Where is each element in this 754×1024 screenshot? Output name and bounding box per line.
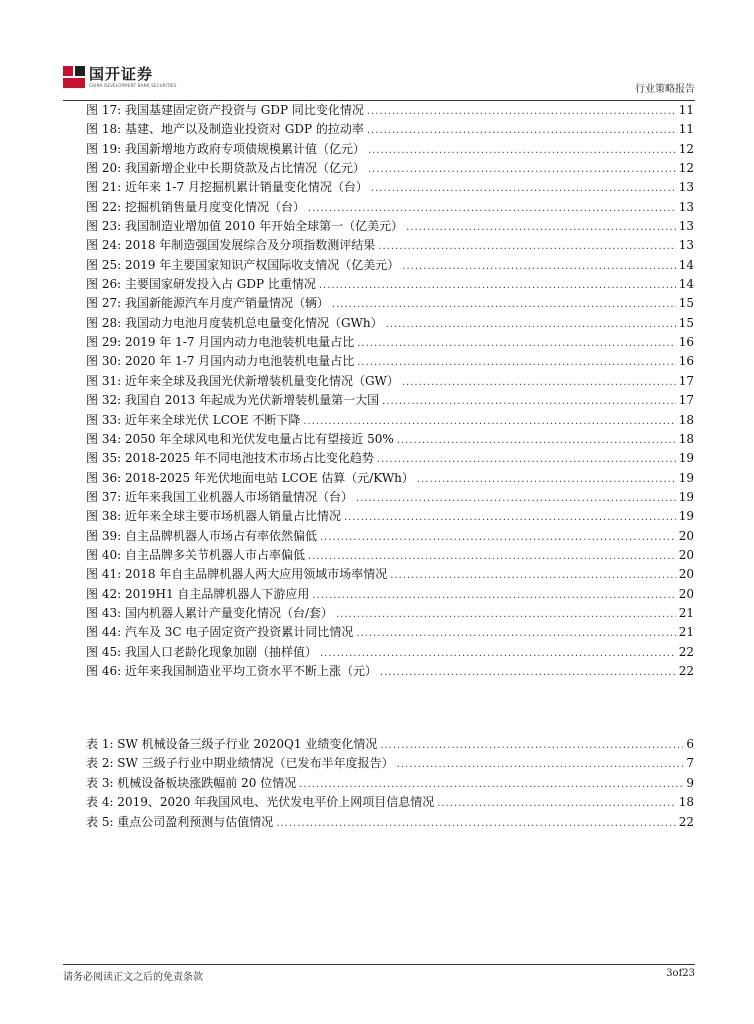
toc-figure-entry-label: 图 33: 近年来全球光伏 LCOE 不断下降 [86,412,301,427]
toc-figure-entry-label: 图 19: 我国新增地方政府专项债规模累计值（亿元） [86,141,365,156]
toc-figure-entry-label: 图 41: 2018 年自主品牌机器人两大应用领域市场率情况 [86,567,388,582]
toc-figure-entry-page: 11 [678,103,694,117]
toc-figure-entry-label: 图 31: 近年来全球及我国光伏新增装机量变化情况（GW） [86,373,399,388]
toc-table-entry-page: 6 [686,737,694,751]
dot-leader [377,450,676,469]
dot-leader [336,605,676,624]
toc-table-entry-label: 表 5: 重点公司盈利预测与估值情况 [86,814,274,829]
toc-figure-entry-label: 图 18: 基建、地产以及制造业投资对 GDP 的拉动率 [86,122,364,137]
toc-figure-entry-label: 图 35: 2018-2025 年不同电池技术市场占比变化趋势 [86,451,374,466]
toc-figure-entry-page: 14 [678,257,694,272]
toc-figure-entry[interactable] [86,430,694,449]
dot-leader [380,736,683,755]
toc-table-entry[interactable] [86,735,694,754]
dot-leader [356,624,675,643]
dot-leader [380,663,676,682]
toc-figure-entry[interactable] [86,101,694,120]
dot-leader [406,218,676,237]
toc-figure-entry[interactable] [86,469,694,488]
dot-leader [402,257,675,276]
toc-figure-entry-label: 图 17: 我国基建固定资产投资与 GDP 同比变化情况 [86,103,364,117]
dot-leader [437,794,676,813]
toc-figure-entry[interactable] [86,411,694,430]
toc-figure-entry-page: 20 [678,547,694,562]
toc-figure-entry-label: 图 38: 近年来全球主要市场机器人销量占比情况 [86,509,341,524]
dot-leader [356,489,676,508]
toc-figure-entry-page: 20 [678,586,694,601]
toc-figure-entry[interactable] [86,449,694,468]
toc-figure-entry-label: 图 23: 我国制造业增加值 2010 年开始全球第一（亿美元） [86,219,404,234]
toc-figure-entry-page: 20 [678,567,694,582]
table-list [86,735,694,832]
dot-leader [367,121,676,140]
toc-figure-entry-page: 22 [678,663,694,678]
dot-leader [357,353,675,372]
toc-figure-entry-label: 图 37: 近年来我国工业机器人市场销量情况（台） [86,489,353,504]
toc-figure-entry-page: 14 [678,277,694,292]
toc-figure-entry-page: 13 [678,199,694,214]
toc-figure-entry[interactable] [86,488,694,507]
footer-disclaimer: 请务必阅读正文之后的免责条款 [63,972,203,983]
toc-figure-entry-page: 16 [678,354,694,369]
dot-leader [308,199,676,218]
toc-figure-entry-page: 19 [678,451,694,466]
page-header [63,62,695,102]
toc-figure-entry-page: 18 [678,412,694,427]
toc-figure-entry[interactable] [86,314,694,333]
toc-figure-entry-label: 图 42: 2019H1 自主品牌机器人下游应用 [86,586,310,601]
toc-figure-entry-page: 12 [678,141,694,156]
toc-figure-entry[interactable] [86,585,694,604]
toc-figure-entry-page: 12 [678,161,694,176]
toc-figure-entry-label: 图 43: 国内机器人累计产量变化情况（台/套） [86,605,333,620]
toc-figure-entry-label: 图 39: 自主品牌机器人市场占有率依然偏低 [86,528,317,543]
toc-figure-entry[interactable] [86,236,694,255]
dot-leader [397,755,684,774]
toc-figure-entry[interactable] [86,546,694,565]
dot-leader [386,315,676,334]
toc-figure-entry-label: 图 21: 近年来 1-7 月挖掘机累计销量变化情况（台） [86,180,368,195]
toc-table-entry[interactable] [86,793,694,812]
toc-figure-entry-label: 图 28: 我国动力电池月度装机总电量变化情况（GWh） [86,315,383,330]
toc-figure-entry-label: 图 34: 2050 年全球风电和光伏发电量占比有望接近 50% [86,431,394,446]
toc-figure-entry[interactable] [86,217,694,236]
toc-figure-entry-page: 11 [678,122,694,137]
toc-figure-entry[interactable] [86,256,694,275]
dot-leader [320,644,676,663]
figure-list [86,101,694,681]
toc-figure-entry[interactable] [86,643,694,662]
toc-figure-entry-page: 13 [678,180,694,195]
dot-leader [402,373,676,392]
toc-table-entry-label: 表 3: 机械设备板块涨跌幅前 20 位情况 [86,775,297,790]
toc-figure-entry-page: 21 [678,625,694,640]
toc-figure-entry-label: 图 32: 我国自 2013 年起成为光伏新增装机量第一大国 [86,393,380,408]
toc-figure-entry[interactable] [86,120,694,139]
brand-name: 国开证券 [89,65,154,83]
toc-table-entry-page: 18 [678,795,694,810]
toc-figure-entry-label: 图 22: 挖掘机销售量月度变化情况（台） [86,199,305,214]
dot-leader [397,431,676,450]
toc-figure-entry[interactable] [86,604,694,623]
toc-figure-entry-page: 20 [678,528,694,543]
toc-table-entry[interactable] [86,774,694,793]
toc-figure-entry[interactable] [86,565,694,584]
toc-figure-entry-page: 16 [678,335,694,350]
toc-figure-entry-label: 图 27: 我国新能源汽车月度产销量情况（辆） [86,296,329,311]
logo-mark-icon [63,66,85,88]
toc-figure-entry-label: 图 25: 2019 年主要国家知识产权国际收支情况（亿美元） [86,257,400,272]
dot-leader [368,141,676,160]
toc-table-entry-label: 表 1: SW 机械设备三级子行业 2020Q1 业绩变化情况 [86,737,378,751]
toc-figure-entry-page: 17 [678,373,694,388]
report-type: 行业策略报告 [635,84,695,95]
toc-figure-entry-page: 22 [678,644,694,659]
toc-figure-entry-label: 图 20: 我国新增企业中长期贷款及占比情况（亿元） [86,161,365,176]
toc-figure-entry[interactable] [86,662,694,681]
dot-leader [332,295,676,314]
dot-leader [299,775,683,794]
toc-figure-entry[interactable] [86,333,694,352]
dot-leader [367,102,676,121]
toc-table-entry-page: 9 [686,775,694,790]
toc-figure-entry-page: 18 [678,431,694,446]
dot-leader [371,179,676,198]
toc-figure-entry[interactable] [86,352,694,371]
toc-table-entry-page: 22 [678,814,694,829]
toc-figure-entry-page: 19 [678,470,694,485]
toc-figure-entry[interactable] [86,140,694,159]
toc-table-entry[interactable] [86,813,694,832]
toc-figure-entry-label: 图 29: 2019 年 1-7 月国内动力电池装机电量占比 [86,335,355,350]
dot-leader [308,547,676,566]
toc-table-entry-page: 7 [686,756,694,771]
toc-figure-entry-label: 图 26: 主要国家研发投入占 GDP 比重情况 [86,277,316,292]
toc-figure-entry[interactable] [86,507,694,526]
toc-figure-entry[interactable] [86,198,694,217]
toc-figure-entry-label: 图 30: 2020 年 1-7 月国内动力电池装机电量占比 [86,354,355,369]
toc-figure-entry-page: 19 [678,509,694,524]
toc-figure-entry[interactable] [86,391,694,410]
toc-figure-entry-label: 图 46: 近年来我国制造业平均工资水平不断上涨（元） [86,663,377,678]
dot-leader [276,814,675,833]
toc-table-entry-label: 表 4: 2019、2020 年我国风电、光伏发电平价上网项目信息情况 [86,795,435,810]
toc-figure-entry-label: 图 45: 我国人口老龄化现象加剧（抽样值） [86,644,317,659]
dot-leader [357,334,675,353]
toc-figure-entry[interactable] [86,275,694,294]
toc-figure-entry-label: 图 36: 2018-2025 年光伏地面电站 LCOE 估算（元/KWh） [86,470,414,485]
dot-leader [320,528,676,547]
toc-figure-entry[interactable] [86,159,694,178]
toc-figure-entry-label: 图 44: 汽车及 3C 电子固定资产投资累计同比情况 [86,625,354,640]
toc-figure-entry-page: 17 [678,393,694,408]
brand-logo [63,66,177,88]
toc-figure-entry-label: 图 24: 2018 年制造强国发展综合及分项指数测评结果 [86,238,376,253]
dot-leader [319,276,676,295]
toc-figure-entry-page: 15 [678,296,694,311]
footer-page-number: 3of23 [666,968,695,979]
toc-figure-entry[interactable] [86,178,694,197]
toc-table-entry[interactable] [86,754,694,773]
dot-leader [303,412,675,431]
dot-leader [312,586,675,605]
dot-leader [344,508,676,527]
toc-figure-entry-page: 13 [678,238,694,253]
toc-figure-entry-page: 19 [678,489,694,504]
dot-leader [368,160,676,179]
dot-leader [417,470,676,489]
toc-figure-entry[interactable] [86,527,694,546]
toc-figure-entry[interactable] [86,372,694,391]
footer-divider [63,964,695,965]
toc-figure-entry-page: 13 [678,219,694,234]
toc-figure-entry-page: 15 [678,315,694,330]
brand-subtitle: CHINA DEVELOPMENT BANK SECURITIES [89,83,177,88]
dot-leader [382,392,676,411]
dot-leader [390,566,675,585]
toc-figure-entry[interactable] [86,294,694,313]
dot-leader [378,237,675,256]
toc-figure-entry[interactable] [86,623,694,642]
toc-figure-entry-page: 21 [678,605,694,620]
toc-table-entry-label: 表 2: SW 三级子行业中期业绩情况（已发布半年度报告） [86,756,394,771]
toc-figure-entry-label: 图 40: 自主品牌多关节机器人市占率偏低 [86,547,305,562]
